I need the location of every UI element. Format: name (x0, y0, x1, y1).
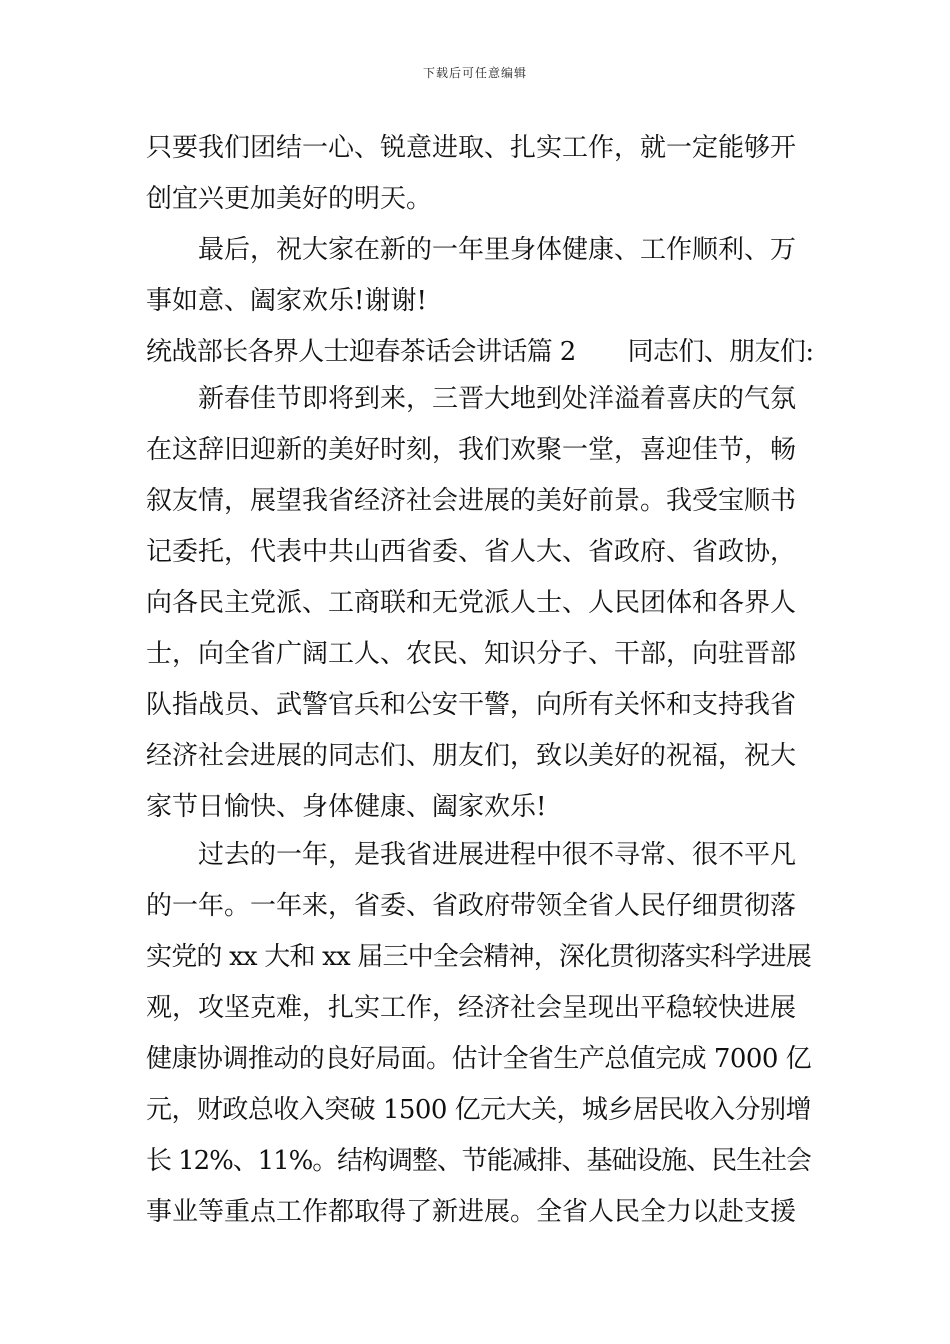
body-line: 事业等重点工作都取得了新进展。全省人民全力以赴支援 (146, 1197, 797, 1227)
page-header-note: 下载后可任意编辑 (422, 66, 527, 80)
body-line: 家节日愉快、身体健康、阖家欢乐! (146, 792, 547, 822)
body-line: 健康协调推动的良好局面。估计全省生产总值完成 7000 亿 (146, 1044, 812, 1074)
body-line: 元，财政总收入突破 1500 亿元大关，城乡居民收入分别增 (146, 1095, 812, 1125)
body-line: 新春佳节即将到来，三晋大地到处洋溢着喜庆的气氛 (198, 384, 797, 414)
body-line: 在这辞旧迎新的美好时刻，我们欢聚一堂，喜迎佳节，畅 (146, 435, 797, 465)
section-title: 统战部长各界人士迎春茶话会讲话篇 2 (146, 337, 576, 367)
body-line: 士，向全省广阔工人、农民、知识分子、干部，向驻晋部 (146, 639, 797, 669)
body-line: 观，攻坚克难，扎实工作，经济社会呈现出平稳较快进展 (146, 993, 797, 1023)
section-heading (146, 335, 813, 369)
body-line: 长 12%、11%。结构调整、节能减排、基础设施、民生社会 (146, 1146, 811, 1176)
salutation: 同志们、朋友们: (627, 337, 814, 367)
body-line: 实党的 xx 大和 xx 届三中全会精神，深化贯彻落实科学进展 (146, 942, 811, 972)
body-line: 队指战员、武警官兵和公安干警，向所有关怀和支持我省 (146, 690, 797, 720)
body-line: 创宜兴更加美好的明天。 (146, 184, 433, 214)
body-line: 事如意、阖家欢乐!谢谢! (146, 286, 427, 316)
body-line: 的一年。一年来，省委、省政府带领全省人民仔细贯彻落 (146, 891, 797, 921)
body-line: 最后，祝大家在新的一年里身体健康、工作顺利、万 (198, 235, 797, 265)
body-line: 只要我们团结一心、锐意进取、扎实工作，就一定能够开 (146, 133, 797, 163)
body-line: 向各民主党派、工商联和无党派人士、人民团体和各界人 (146, 588, 797, 618)
body-line: 过去的一年，是我省进展进程中很不寻常、很不平凡 (198, 840, 797, 870)
body-line: 经济社会进展的同志们、朋友们，致以美好的祝福，祝大 (146, 741, 797, 771)
body-line: 叙友情，展望我省经济社会进展的美好前景。我受宝顺书 (146, 486, 797, 516)
body-line: 记委托，代表中共山西省委、省人大、省政府、省政协， (146, 537, 797, 567)
